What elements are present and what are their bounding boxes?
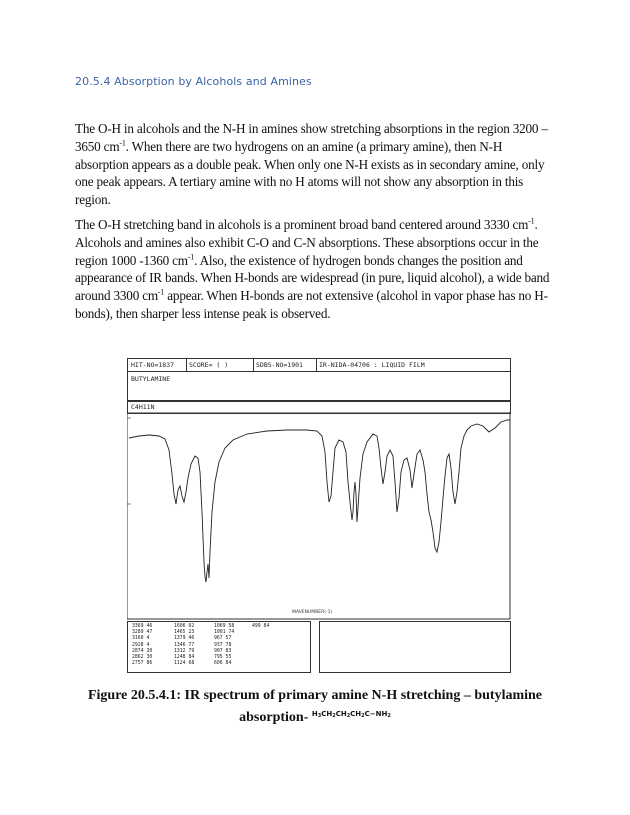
paragraph-1: [75, 120, 553, 209]
peak-col-4: 499 84: [252, 624, 270, 629]
structure-formula: H3CH2CH2CH2C−NH2: [311, 710, 391, 719]
paragraph-2: [75, 216, 553, 323]
section-heading: 20.5.4 Absorption by Alcohols and Amines: [75, 75, 312, 88]
figure-caption: [60, 687, 570, 727]
peak-table: [127, 621, 311, 673]
p1-sup: -1: [119, 138, 126, 148]
x-axis-label: WAVENUMBER(-1): [291, 610, 333, 615]
p1-text-a: The O-H in alcohols and the N-H in amines show stretching absorptions in the region 3200 – 3650 cm: [75, 121, 548, 154]
ir-code: IR-NIDA-04706 : LIQUID FILM: [319, 361, 425, 369]
score: SCORE= ( ): [189, 361, 229, 369]
spectrum-header: [127, 358, 511, 401]
compound-name: BUTYLAMINE: [131, 375, 171, 383]
plot-frame: [127, 412, 510, 619]
hit-no: HIT-NO=1837: [131, 361, 175, 369]
p1-text-b: . When there are two hydrogens on an amine (a primary amine), then N-H absorption appears as a double peak. When only one N-H exists as in secondary amine, only one peak appears. A tertiary amine with no H atoms will not show any absorption in this region.: [75, 138, 545, 208]
spectrum-trace: [129, 420, 510, 582]
sdbs-no: SDBS-NO=1901: [256, 361, 303, 369]
p2-text-a: The O-H stretching band in alcohols is a prominent broad band centered around 3330 cm: [75, 217, 529, 232]
p2-text-d: appear. When H-bonds are not extensive (alcohol in vapor phase has no H-bonds), then sharper less intense peak is observed.: [75, 288, 548, 321]
p2-text-b: . Alcohols and amines also exhibit C-O and C-N absorptions. These absorptions occur in the region 1000 -1360 cm: [75, 217, 539, 268]
empty-table-box: [319, 621, 511, 673]
molecular-formula: C4H11N: [131, 403, 155, 411]
peak-col-3: 1069 58 1001 74 967 57 937 78 907 83 795 55 606 84: [214, 624, 235, 667]
peak-col-2: 1606 62 1465 23 1379 46 1346 77 1312 79 1248 84 1124 68: [174, 624, 195, 667]
p2-text-c: . Also, the existence of hydrogen bonds changes the position and appearance of IR bands. When H-bonds are widespread (in pure, liquid alcohol), a wide band around 3300 cm: [75, 252, 550, 304]
p2-sup-2: -1: [187, 252, 195, 262]
caption-text: Figure 20.5.4.1: IR spectrum of primary amine N-H stretching – butylamine absorption-: [87, 688, 543, 725]
spectrum-plot: [127, 412, 511, 620]
p2-sup-1: -1: [528, 216, 535, 226]
p2-sup-3: -1: [157, 287, 165, 297]
ir-spectrum-figure: [127, 358, 511, 667]
peak-col-1: 3369 46 3289 47 3160 4 2928 4 2874 30 2862 30 2757 86: [132, 624, 153, 667]
